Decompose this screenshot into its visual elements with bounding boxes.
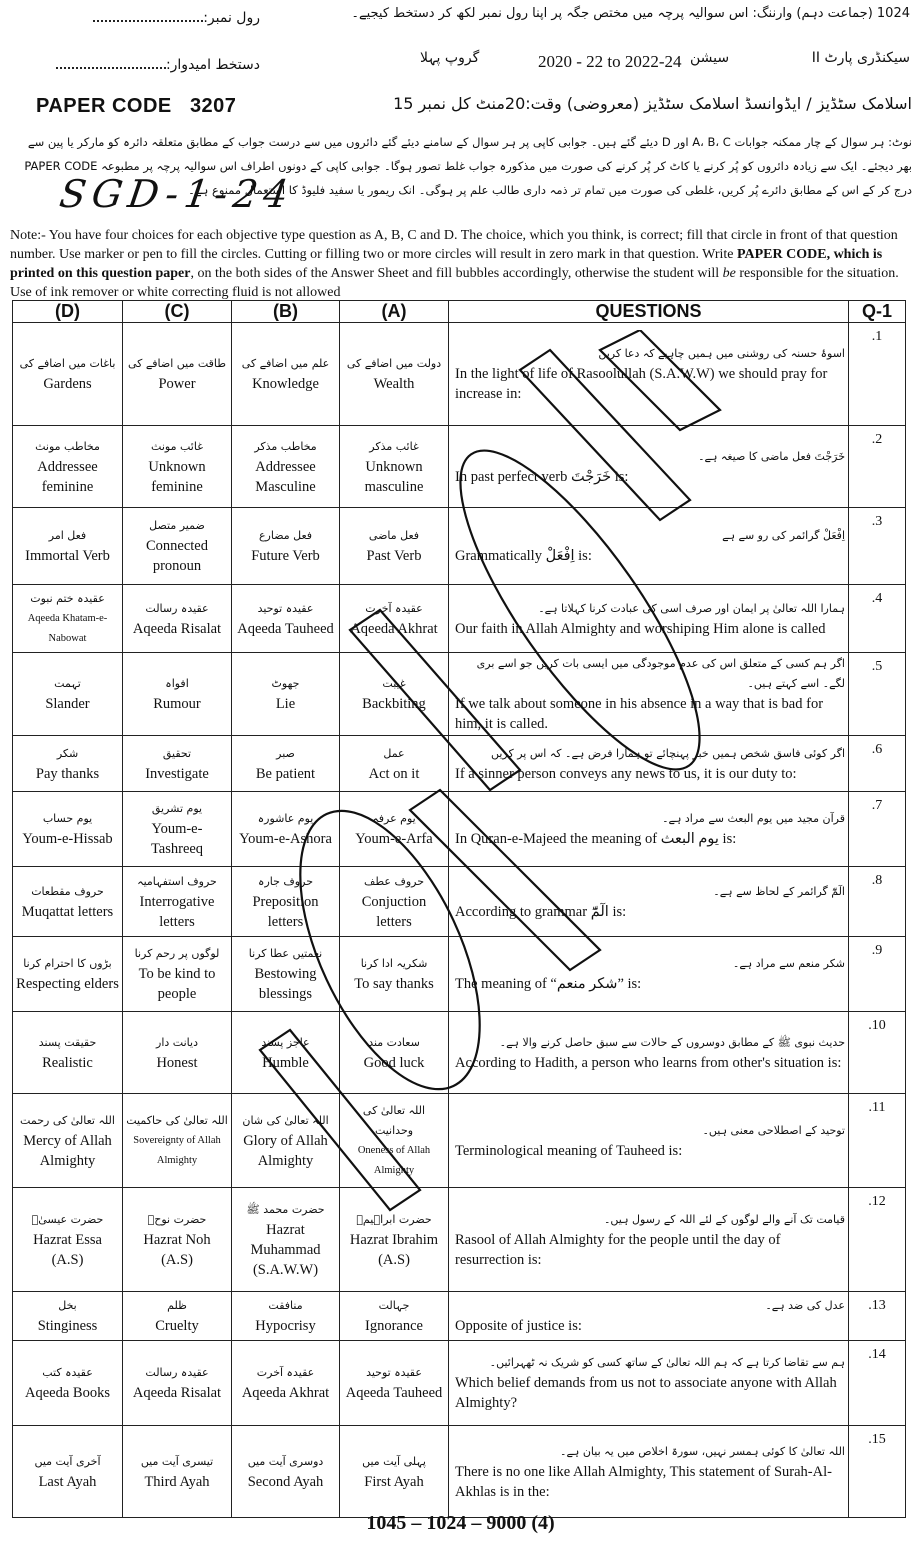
option-c [123, 1012, 232, 1094]
question-number: .6 [849, 736, 906, 792]
option-d [13, 508, 123, 585]
option-urdu: عقیدہ توحید [257, 601, 314, 615]
question-urdu: اِفْعَلْ گرائمر کی رو سے ہے [722, 529, 845, 542]
option-c [123, 736, 232, 792]
option-b [232, 736, 340, 792]
question-text [449, 1426, 849, 1518]
option-english: Unknown masculine [364, 458, 424, 495]
option-english: First Ayah [364, 1473, 424, 1490]
question-number: .11 [849, 1094, 906, 1188]
option-english: Hazrat Ibrahim (A.S) [349, 1231, 439, 1268]
option-urdu: فعل ماضی [368, 529, 420, 542]
questions-table [12, 300, 906, 1518]
option-urdu: یوم عاشورہ [257, 812, 314, 825]
option-english: Knowledge [252, 376, 319, 392]
option-c [123, 1188, 232, 1292]
option-english: Mercy of Allah Almighty [23, 1132, 112, 1169]
option-english: Investigate [145, 765, 209, 782]
option-urdu: بڑوں کا احترام کرنا [23, 957, 112, 970]
option-d [13, 736, 123, 792]
option-b [232, 1012, 340, 1094]
option-d [13, 426, 123, 508]
option-b [232, 792, 340, 867]
question-urdu: توحید کے اصطلاحی معنی ہیں۔ [702, 1123, 845, 1137]
question-english: Grammatically اِفْعَلْ is: [455, 548, 592, 564]
option-english: Aqeeda Books [25, 1385, 110, 1401]
option-english: Third Ayah [144, 1473, 210, 1490]
option-english: Honest [156, 1054, 198, 1071]
candidate-signature-label: دستخط امیدوار: [165, 57, 260, 73]
question-text [449, 937, 849, 1012]
option-urdu: جھوٹ [271, 677, 300, 690]
option-c [123, 1292, 232, 1341]
option-d [13, 653, 123, 736]
option-english: Glory of Allah Almighty [243, 1132, 328, 1169]
option-urdu: ضمیر متصل [149, 519, 205, 532]
question-text [449, 585, 849, 653]
option-urdu: یوم تشریق [151, 802, 203, 815]
option-d [13, 585, 123, 653]
option-a [340, 736, 449, 792]
paper-code [36, 95, 236, 118]
option-a [340, 1188, 449, 1292]
question-text [449, 1012, 849, 1094]
option-urdu: فعل امر [48, 529, 87, 542]
option-c [123, 1341, 232, 1426]
question-number: .1 [849, 323, 906, 426]
option-b [232, 1426, 340, 1518]
option-a [340, 1012, 449, 1094]
header-option-a: (A) [340, 301, 449, 323]
option-b [232, 585, 340, 653]
option-english: Aqeeda Risalat [132, 620, 222, 637]
table-row [13, 1426, 906, 1518]
question-number: .8 [849, 867, 906, 937]
option-b [232, 1292, 340, 1341]
question-text [449, 736, 849, 792]
header-option-b: (B) [232, 301, 340, 323]
option-urdu: عقیدہ ختم نبوت [30, 591, 105, 605]
option-d [13, 1292, 123, 1341]
option-english: Cruelty [155, 1318, 199, 1334]
option-english: Hazrat Noh (A.S) [143, 1231, 211, 1268]
option-urdu: حضرت نوحؑ [147, 1212, 207, 1226]
header-option-c: (C) [123, 301, 232, 323]
question-text [449, 1341, 849, 1426]
question-number: .15 [849, 1426, 906, 1518]
header-question-number: Q-1 [849, 301, 906, 323]
option-english: Aqeeda Risalat [132, 1385, 222, 1401]
option-english: Good luck [363, 1054, 425, 1071]
option-urdu: صبر [276, 746, 295, 760]
note-text: Note:- You have four choices for each objective type question as A, B, C and D. The choice, which you think, is correct; fill that circle in front of that question number. Use marker or pen to fill the circles. Cutting or filling two or more circles will result in zero mark in that question. Write [10, 228, 898, 262]
option-english: Slander [45, 696, 90, 712]
option-a [340, 792, 449, 867]
option-a [340, 1341, 449, 1426]
option-urdu: عقیدہ توحید [366, 1366, 422, 1379]
question-text [449, 426, 849, 508]
question-text [449, 1188, 849, 1292]
option-english: Interrogative letters [139, 893, 215, 930]
option-c [123, 792, 232, 867]
table-row [13, 426, 906, 508]
option-english: Last Ayah [38, 1473, 97, 1490]
option-english: Oneness of Allah Almighty [357, 1144, 431, 1176]
option-english: Gardens [43, 376, 92, 392]
question-number: .10 [849, 1012, 906, 1094]
option-urdu: عقیدہ رسالت [145, 1366, 209, 1379]
option-english: Rumour [153, 696, 201, 712]
paper-code-value: 3207 [189, 95, 237, 117]
option-urdu: حروف عطف [363, 874, 425, 888]
option-urdu: فعل مضارع [258, 529, 313, 542]
option-urdu: اللہ تعالیٰ کی رحمت [20, 1113, 115, 1127]
option-urdu: باغات میں اضافے کی [19, 357, 116, 370]
option-urdu: غیبت [382, 677, 406, 690]
option-urdu: اللہ تعالیٰ کی حاکمیت [126, 1113, 228, 1127]
option-english: Hazrat Muhammad (S.A.W.W) [250, 1221, 321, 1278]
option-english: Addressee Masculine [255, 458, 316, 495]
note-bold-text: PAPER CODE, which is printed on this question paper [10, 247, 883, 281]
session-label: سیشن [690, 50, 730, 66]
table-header-row [13, 301, 906, 323]
warning-line: 1024 (جماعت دہم) وارننگ: اس سوالیہ پرچہ میں مختص جگہ پر اپنا رول نمبر لکھ کر دستخط کیجیے۔ [351, 6, 910, 21]
option-urdu: حضرت عیسیٰؑ [31, 1212, 104, 1226]
table-row [13, 937, 906, 1012]
table-row [13, 1292, 906, 1341]
option-urdu: عمل [383, 746, 405, 760]
option-b [232, 323, 340, 426]
note-italic-text: be [722, 266, 736, 281]
option-urdu: عقیدہ آخرت [256, 1366, 315, 1379]
option-urdu: عقیدہ کتب [42, 1366, 93, 1379]
option-english: Youm-e-Hissab [22, 831, 113, 847]
option-english: Unknown feminine [148, 458, 206, 495]
option-english: Respecting elders [16, 976, 119, 992]
option-urdu: حروف جارہ [258, 874, 313, 888]
option-english: Power [158, 376, 196, 392]
option-urdu: یوم عرفہ [372, 812, 416, 825]
option-b [232, 653, 340, 736]
option-d [13, 1341, 123, 1426]
question-number: .9 [849, 937, 906, 1012]
option-english: To be kind to people [138, 966, 216, 1002]
option-urdu: لوگوں پر رحم کرنا [134, 947, 220, 960]
option-urdu: عقیدہ رسالت [145, 601, 209, 615]
header-questions: QUESTIONS [449, 301, 849, 323]
header-option-d: (D) [13, 301, 123, 323]
candidate-signature-field[interactable] [30, 55, 260, 73]
option-english: Aqeeda Khatam-e-Nabowat [27, 612, 108, 644]
option-urdu: عقیدہ آخرت [365, 601, 423, 615]
option-a [340, 508, 449, 585]
option-d [13, 937, 123, 1012]
option-urdu: علم میں اضافے کی [241, 357, 330, 370]
table-row [13, 736, 906, 792]
option-english: Bestowing blessings [254, 966, 317, 1002]
question-text [449, 1292, 849, 1341]
option-c [123, 585, 232, 653]
option-d [13, 1426, 123, 1518]
option-english: To say thanks [354, 976, 434, 992]
question-urdu: اگر ہم کسی کے متعلق اس کی عدم موجودگی میں ایسی بات کریں جو اسے بری لگے۔ اسے کہتے ہیں۔ [476, 657, 845, 690]
option-urdu: منافقت [268, 1299, 303, 1312]
option-urdu: آخری آیت میں [34, 1454, 101, 1468]
option-urdu: دیانت دار [156, 1035, 198, 1049]
option-urdu: حروف مقطعات [31, 884, 104, 898]
option-urdu: پہلی آیت میں [362, 1454, 426, 1468]
option-urdu: تیسری آیت میں [140, 1454, 214, 1468]
session-years: 2020 - 22 to 2022-24 [538, 52, 682, 71]
question-urdu: الٓمّٓ گرائمر کے لحاظ سے ہے۔ [713, 884, 845, 898]
option-c [123, 1426, 232, 1518]
option-a [340, 426, 449, 508]
option-english: Past Verb [366, 548, 422, 564]
question-number: .3 [849, 508, 906, 585]
option-urdu: طاقت میں اضافے کی [127, 357, 227, 370]
option-urdu: یوم حساب [42, 812, 93, 825]
roll-number-blank[interactable] [93, 8, 203, 22]
option-c [123, 426, 232, 508]
option-english: Aqeeda Tauheed [237, 620, 334, 637]
option-b [232, 1094, 340, 1188]
question-english: In Quran-e-Majeed the meaning of یوم البعث is: [455, 831, 737, 847]
table-row [13, 867, 906, 937]
option-a [340, 323, 449, 426]
option-urdu: غائب مونث [151, 439, 203, 453]
subject-line: اسلامک سٹڈیز / ایڈوانسڈ اسلامک سٹڈیز (معروضی) وقت:20منٹ کل نمبر 15 [393, 94, 912, 113]
option-urdu: حضرت محمد ﷺ [246, 1202, 325, 1216]
question-urdu: حدیث نبوی ﷺ کے مطابق دوسروں کے حالات سے سبق حاصل کرنے والا ہے۔ [499, 1035, 845, 1049]
table-row [13, 1188, 906, 1292]
question-english: According to grammar الٓمّٓ is: [455, 903, 627, 920]
option-english: Ignorance [365, 1318, 423, 1334]
option-urdu: شکر [56, 746, 79, 760]
question-urdu: ہمارا اللہ تعالیٰ پر ایمان اور صرف اسی کی عبادت کرنا کہلاتا ہے۔ [538, 601, 845, 615]
option-english: Hypocrisy [255, 1318, 316, 1334]
option-b [232, 508, 340, 585]
option-urdu: نعمتیں عطا کرنا [248, 947, 323, 960]
option-english: Second Ayah [247, 1473, 324, 1490]
table-row [13, 323, 906, 426]
question-number: .12 [849, 1188, 906, 1292]
option-a [340, 937, 449, 1012]
option-urdu: تحقیق [162, 746, 192, 760]
option-d [13, 1188, 123, 1292]
footer-code: 1045 – 1024 – 9000 (4) [366, 1512, 555, 1534]
question-urdu: اسوۂ حسنہ کی روشنی میں ہمیں چاہیے کہ دعا کریں [598, 347, 845, 360]
table-row [13, 508, 906, 585]
table-row [13, 792, 906, 867]
option-d [13, 792, 123, 867]
option-d [13, 323, 123, 426]
question-urdu: شکر منعم سے مراد ہے۔ [732, 957, 845, 970]
option-urdu: حقیقت پسند [38, 1035, 97, 1049]
option-english: Realistic [42, 1054, 93, 1071]
option-english: Conjuction letters [361, 893, 427, 930]
option-english: Youm-e-Arfa [355, 831, 433, 847]
note-text: , on the both sides of the Answer Sheet and fill bubbles accordingly, otherwise the student will [190, 266, 723, 281]
option-english: Aqeeda Tauheed [345, 1385, 443, 1401]
question-english: If we talk about someone in his absence in a way that is bad for him, it is called. [455, 696, 824, 732]
option-urdu: افواہ [165, 677, 189, 690]
option-english: Youm-e-Tashreeq [150, 821, 204, 857]
table-row [13, 1094, 906, 1188]
signature-blank[interactable] [56, 55, 166, 69]
option-english: Hazrat Essa (A.S) [33, 1231, 102, 1268]
question-english: According to Hadith, a person who learns from other's situation is: [455, 1054, 842, 1071]
question-urdu: قیامت تک آنے والے لوگوں کے لئے اللہ کے رسول ہیں۔ [603, 1212, 845, 1226]
question-urdu: قرآن مجید میں یوم البعث سے مراد ہے۔ [662, 812, 845, 825]
question-english: Our faith in Allah Almighty and worshiping Him alone is called [455, 620, 826, 637]
question-text [449, 508, 849, 585]
option-english: Addressee feminine [37, 458, 98, 495]
question-english: If a sinner person conveys any news to us, it is our duty to: [455, 765, 797, 782]
option-english: Wealth [373, 376, 415, 392]
option-english: Immortal Verb [25, 548, 110, 564]
option-d [13, 867, 123, 937]
option-c [123, 323, 232, 426]
handwritten-code: SGD-1-24 [56, 172, 297, 216]
option-d [13, 1094, 123, 1188]
option-english: Pay thanks [35, 765, 100, 782]
question-urdu: اگر کوئی فاسق شخص ہمیں خبر پہنچائے تو ہمارا فرض ہے۔ کہ اس پر کریں [491, 746, 845, 760]
option-english: Sovereignty of Allah Almighty [133, 1134, 221, 1166]
option-english: Backbiting [362, 696, 426, 712]
option-urdu: عاجز پسند [261, 1035, 310, 1049]
option-urdu: سعادت مند [368, 1035, 420, 1049]
option-english: Aqeeda Akhrat [241, 1385, 330, 1401]
option-a [340, 653, 449, 736]
option-c [123, 937, 232, 1012]
roll-number-field[interactable] [30, 8, 260, 26]
question-text [449, 792, 849, 867]
urdu-instructions: نوٹ: ہر سوال کے چار ممکنہ جوابات A، B، C اور D دیئے گئے ہیں۔ جوابی کاپی پر ہر سوال کے سامنے دیئے گئے دائروں میں سے درست جواب کے مطابق متعلقہ دائرہ کو مارکر یا پین سے بھر دیجئے۔ ایک سے زیادہ دائروں کو پُر کرنے یا کاٹ کر پُر کرنے کی صورت میں مذکورہ جواب غلط تصور ہوگا۔ جوابی کاپی کے دونوں اطراف اس سوالیہ پرچہ پر مطبوعہ PAPER CODE درج کر کے اس کے مطابق دائرے پُر کریں، غلطی کی صورت میں تمام تر ذمہ داری طالب علم پر ہوگی۔ انک ریمور یا سفید فلیوڈ کا استعمال ممنوع ہے۔ [24, 135, 912, 197]
question-english: There is no one like Allah Almighty, This statement of Surah-Al-Akhlas is in the: [455, 1463, 832, 1500]
option-a [340, 1426, 449, 1518]
option-urdu: حروف استفہامیہ [137, 874, 217, 888]
question-number: .5 [849, 653, 906, 736]
option-urdu: اللہ تعالیٰ کی شان [242, 1113, 329, 1127]
option-a [340, 1094, 449, 1188]
option-c [123, 653, 232, 736]
option-english: Future Verb [251, 548, 320, 564]
option-urdu: تہمت [54, 677, 81, 690]
question-english: In past perfect verb خَرَجْتَ is: [455, 468, 629, 485]
option-english: Preposition letters [252, 893, 319, 930]
table-row [13, 1012, 906, 1094]
note-text: responsible for the situation. Use of ink remover or white correcting fluid is not allowed [10, 266, 899, 300]
option-b [232, 1188, 340, 1292]
option-urdu: جہالت [378, 1299, 410, 1312]
option-urdu: غائب مذکر [369, 439, 419, 453]
option-urdu: دولت میں اضافے کی [346, 357, 442, 370]
option-english: Act on it [368, 765, 420, 782]
question-urdu: خَرَجْتَ فعل ماضی کا صیغہ ہے۔ [698, 449, 845, 463]
option-english: Connected pronoun [145, 538, 208, 574]
option-urdu: حضرت ابراہیمؑ [356, 1212, 432, 1226]
question-english: Opposite of justice is: [455, 1318, 582, 1334]
option-b [232, 867, 340, 937]
option-english: Youm-e-Ashora [239, 831, 332, 847]
question-text [449, 1094, 849, 1188]
option-d [13, 1012, 123, 1094]
question-number: .13 [849, 1292, 906, 1341]
option-urdu: مخاطب مونث [35, 439, 100, 453]
question-english: Which belief demands from us not to associate anyone with Allah Almighty? [455, 1375, 837, 1411]
question-number: .14 [849, 1341, 906, 1426]
option-a [340, 585, 449, 653]
option-english: Lie [275, 696, 296, 712]
question-urdu: ہم سے تقاضا کرتا ہے کہ ہم اللہ تعالیٰ کے ساتھ کسی کو شریک نہ ٹھہرائیں۔ [489, 1356, 845, 1369]
option-english: Be patient [255, 765, 316, 782]
question-number: .2 [849, 426, 906, 508]
option-urdu: اللہ تعالیٰ کی وحدانیت [362, 1103, 426, 1137]
question-english: Terminological meaning of Tauheed is: [455, 1142, 683, 1159]
roll-number-label: رول نمبر: [203, 10, 260, 26]
option-c [123, 1094, 232, 1188]
option-b [232, 1341, 340, 1426]
question-urdu: اللہ تعالیٰ کا کوئی ہمسر نہیں، سورۃ اخلاص میں یہ بیان ہے۔ [560, 1444, 845, 1458]
table-row [13, 653, 906, 736]
option-english: Stinginess [37, 1318, 98, 1334]
group-label: گروپ پہلا [420, 50, 480, 66]
option-urdu: مخاطب مذکر [254, 439, 317, 453]
paper-code-label: PAPER CODE [36, 95, 172, 117]
question-number: .7 [849, 792, 906, 867]
question-text [449, 653, 849, 736]
option-c [123, 508, 232, 585]
question-text [449, 867, 849, 937]
question-english: Rasool of Allah Almighty for the people until the day of resurrection is: [455, 1231, 781, 1268]
question-urdu: عدل کی ضد ہے۔ [765, 1299, 845, 1312]
option-a [340, 1292, 449, 1341]
english-instructions [10, 226, 912, 302]
class-label: سیکنڈری پارٹ II [811, 50, 910, 66]
option-urdu: دوسری آیت میں [247, 1454, 324, 1468]
option-b [232, 937, 340, 1012]
question-english: In the light of life of Rasoolullah (S.A.W.W) we should pray for increase in: [455, 366, 828, 402]
question-number: .4 [849, 585, 906, 653]
option-english: Muqattat letters [21, 903, 114, 920]
option-english: Humble [262, 1054, 309, 1071]
option-b [232, 426, 340, 508]
option-urdu: شکریہ ادا کرنا [360, 957, 428, 970]
option-urdu: ظلم [167, 1299, 187, 1312]
table-row [13, 585, 906, 653]
option-c [123, 867, 232, 937]
question-text [449, 323, 849, 426]
option-a [340, 867, 449, 937]
option-english: Aqeeda Akhrat [350, 620, 438, 637]
question-english: The meaning of “شکر منعم” is: [455, 976, 642, 992]
option-urdu: بخل [58, 1299, 77, 1312]
table-row [13, 1341, 906, 1426]
